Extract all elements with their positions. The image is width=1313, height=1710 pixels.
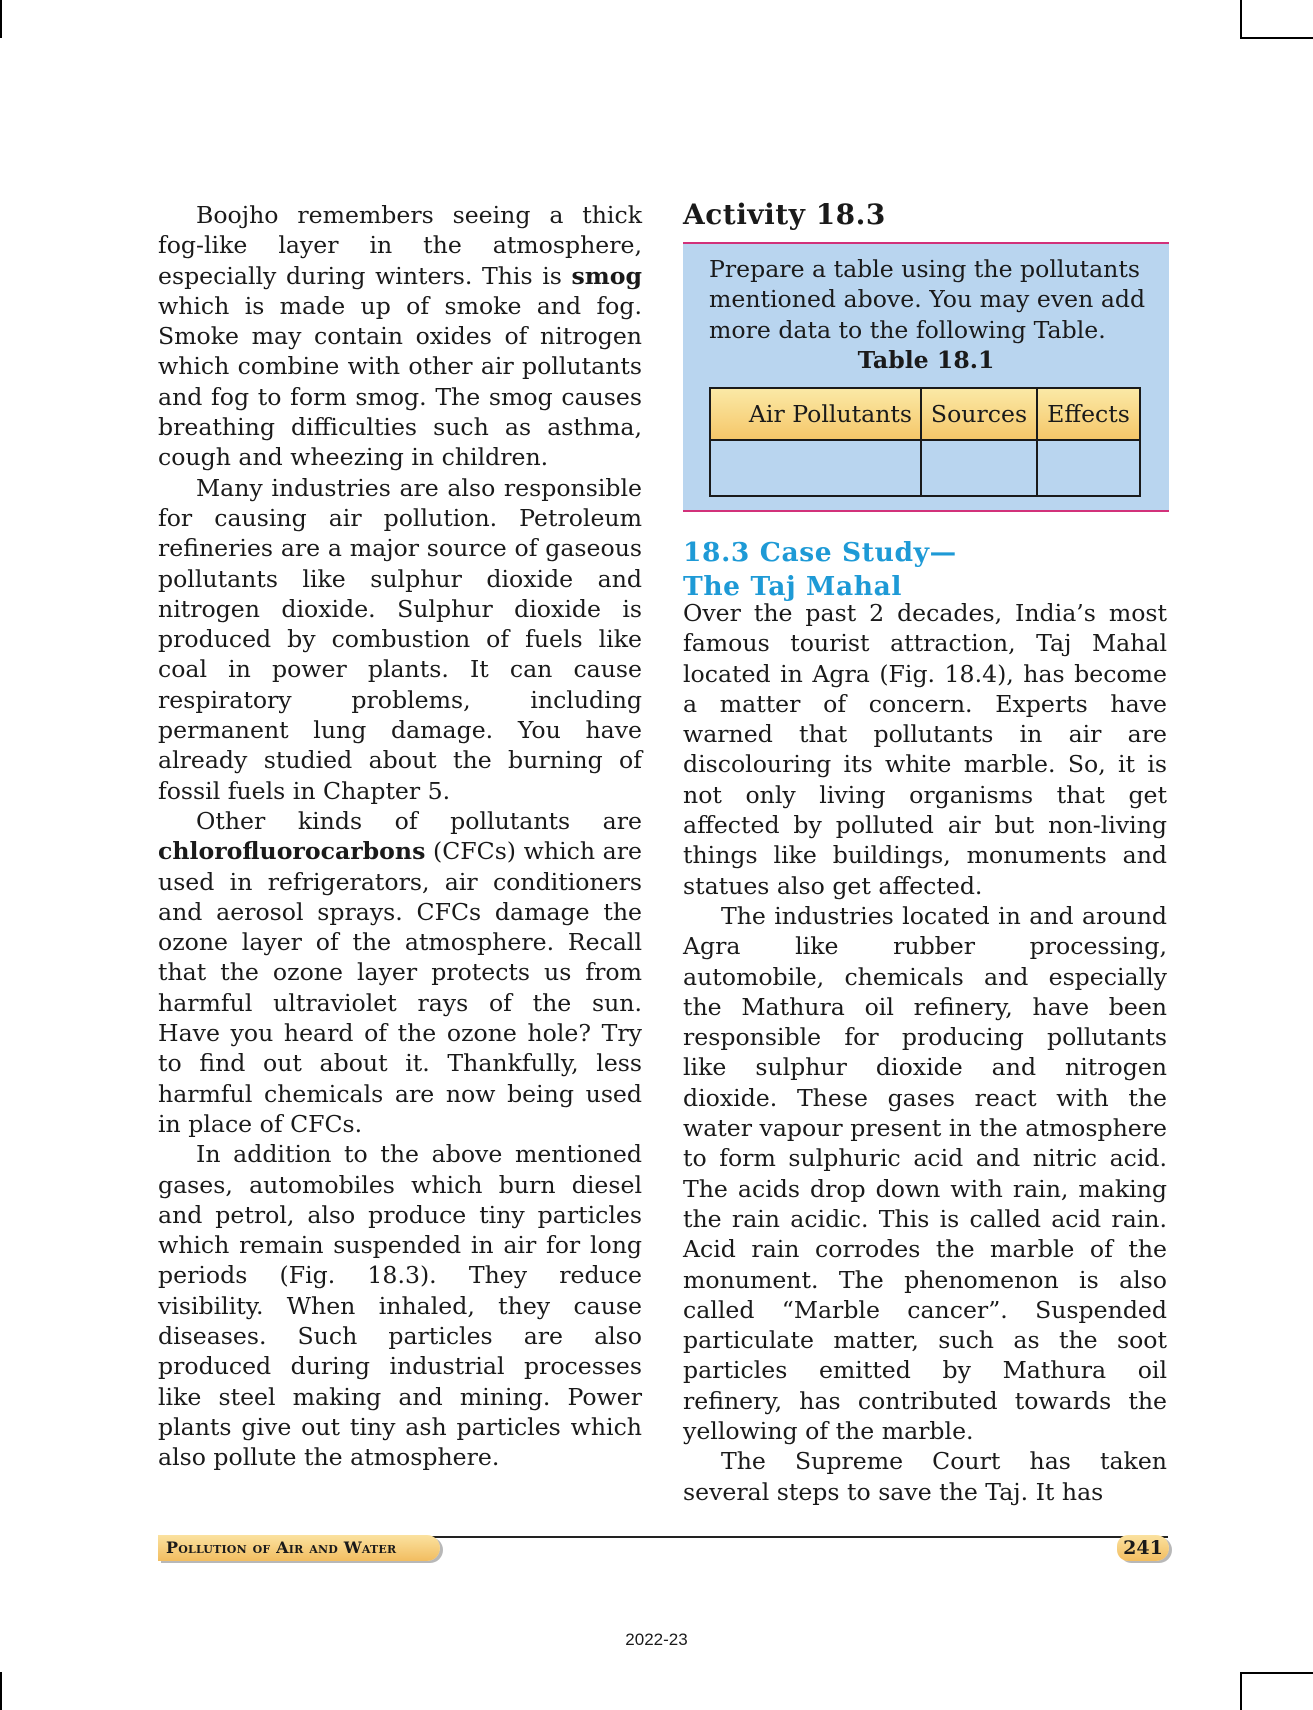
- activity-box: [683, 242, 1169, 512]
- crop-mark-top-left: [0, 0, 2, 38]
- paragraph-acid-rain: The industries located in and around Agra like rubber processing, automobile, chemicals and especially the Mathura oil refinery, have been responsible for producing pollutants like sulphur dioxide and nitrogen dioxide. These gases react with the water vapour present in the atmosphere to form sulphuric acid and nitric acid. The acids drop down with rain, making the rain acidic. This is called acid rain. Acid rain corrodes the marble of the monument. The phenomenon is also called “Marble cancer”. Suspended particulate matter, such as the soot particles emitted by Mathura oil refinery, has contributed towards the yellowing of the marble.: [683, 901, 1167, 1446]
- header-effects: Effects: [1037, 388, 1140, 440]
- table-row: [710, 440, 1140, 496]
- edition-year: 2022-23: [625, 1630, 688, 1649]
- left-column: [158, 200, 642, 1472]
- crop-mark-top-right-v: [1240, 0, 1242, 38]
- right-column: [683, 598, 1167, 1507]
- term-smog: smog: [571, 261, 642, 290]
- activity-instructions: Prepare a table using the pollutants mentioned above. You may even add more data to the following Table.: [709, 255, 1146, 344]
- table-caption: Table 18.1: [857, 346, 995, 374]
- paragraph-automobiles: In addition to the above mentioned gases, automobiles which burn diesel and petrol, also produce tiny particles which remain suspended in air for long periods (Fig. 18.3). They reduce visibility. When inhaled, they cause diseases. Such particles are also produced during industrial processes like steel making and mining. Power plants give out tiny ash particles which also pollute the atmosphere.: [158, 1140, 642, 1472]
- crop-mark-bottom-left: [0, 1672, 2, 1710]
- pollutants-table: [709, 387, 1141, 497]
- activity-title: Activity 18.3: [683, 198, 886, 231]
- table-header-row: [710, 388, 1140, 440]
- crop-mark-top-right-h: [1240, 37, 1313, 39]
- page-number: 241: [1117, 1535, 1169, 1561]
- paragraph-taj-concern: Over the past 2 decades, India’s most famous tourist attraction, Taj Mahal located in Agra (Fig. 18.4), has become a matter of concern. Experts have warned that pollutants in air are discolouring its white marble. So, it is not only living organisms that get affected by polluted air but non-living things like buildings, monuments and statues also get affected.: [683, 599, 1167, 900]
- empty-cell: [1037, 440, 1140, 496]
- case-study-heading: 18.3 Case Study— The Taj Mahal: [683, 537, 957, 602]
- paragraph-cfcs: Other kinds of pollutants are chlorofluorocarbons (CFCs) which are used in refrigerators, air conditioners and aerosol sprays. CFCs damage the ozone layer of the atmosphere. Recall that the ozone layer protects us from harmful ultraviolet rays of the sun. Have you heard of the ozone hole? Try to find out about it. Thankfully, less harmful chemicals are now being used in place of CFCs.: [158, 806, 642, 1138]
- term-chlorofluorocarbons: chlorofluorocarbons: [158, 837, 426, 866]
- header-sources: Sources: [921, 388, 1037, 440]
- crop-mark-bottom-right-v: [1240, 1672, 1242, 1710]
- header-air-pollutants: Air Pollutants: [710, 388, 921, 440]
- paragraph-smog: Boojho remembers seeing a thick fog-like layer in the atmosphere, especially during winters. This is smog which is made up of smoke and fog. Smoke may contain oxides of nitrogen which combine with other air pollutants and fog to form smog. The smog causes breathing difficulties such as asthma, cough and wheezing in children.: [158, 201, 642, 472]
- paragraph-supreme-court: The Supreme Court has taken several steps to save the Taj. It has: [683, 1447, 1167, 1506]
- paragraph-industries: Many industries are also responsible for causing air pollution. Petroleum refineries are a major source of gaseous pollutants like sulphur dioxide and nitrogen dioxide. Sulphur dioxide is produced by combustion of fuels like coal in power plants. It can cause respiratory problems, including permanent lung damage. You have already studied about the burning of fossil fuels in Chapter 5.: [158, 473, 642, 805]
- empty-cell: [921, 440, 1037, 496]
- empty-cell: [710, 440, 921, 496]
- crop-mark-bottom-right-h: [1240, 1672, 1313, 1674]
- footer-chapter-tab: Pollution of Air and Water: [158, 1535, 440, 1561]
